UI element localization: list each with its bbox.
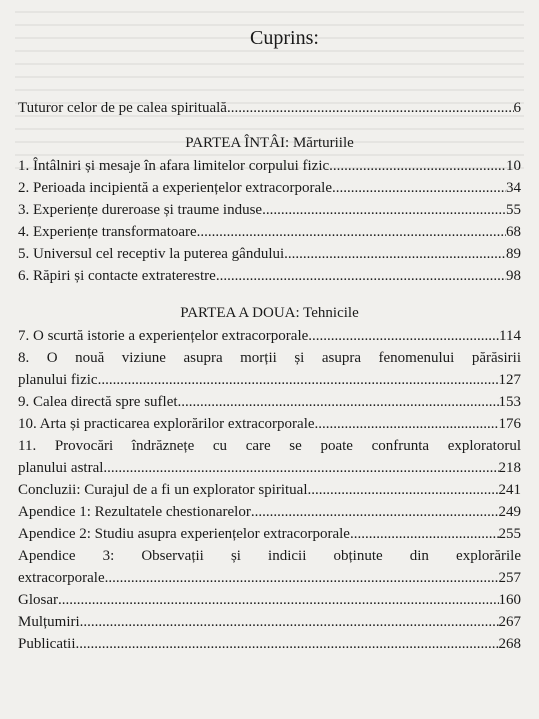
toc-entry-label: Apendice 1: Rezultatele chestionarelor bbox=[18, 504, 251, 520]
toc-entry-acknowledgements bbox=[18, 611, 521, 633]
toc-entry bbox=[18, 221, 521, 243]
toc-entry-multiline bbox=[18, 435, 521, 479]
toc-entry bbox=[18, 155, 521, 177]
toc-entry-label-line1: 8. O nouă viziune asupra morții și asupra fenomenului părăsirii bbox=[18, 350, 521, 366]
toc-entry bbox=[18, 413, 521, 435]
toc-entry-page: 127 bbox=[498, 372, 521, 388]
page-title: Cuprins: bbox=[250, 27, 319, 49]
dot-leader bbox=[197, 221, 506, 243]
dot-leader bbox=[105, 567, 499, 589]
toc-entry-label: 1. Întâlniri și mesaje în afara limitelor corpului fizic bbox=[18, 158, 330, 174]
toc-entry-page: 218 bbox=[498, 460, 521, 476]
toc-entry-page: 255 bbox=[498, 526, 521, 542]
toc-entry-continuation bbox=[18, 567, 521, 589]
part-two-heading: PARTEA A DOUA: Tehnicile bbox=[180, 305, 359, 321]
toc-entry-page: 114 bbox=[499, 328, 521, 344]
toc-entry-label: Apendice 2: Studiu asupra experiențelor extracorporale bbox=[18, 526, 350, 542]
toc-entry-label-line2: planului astral bbox=[18, 460, 104, 476]
toc-entry-label: Mulțumiri bbox=[18, 614, 80, 630]
toc-entry bbox=[18, 391, 521, 413]
toc-entry-appendix-multiline bbox=[18, 545, 521, 589]
toc-entry-dedication bbox=[18, 97, 521, 119]
toc-entry-page: 268 bbox=[498, 636, 521, 652]
toc-entry-page: 34 bbox=[506, 180, 521, 196]
dot-leader bbox=[251, 501, 499, 523]
toc-entry-continuation bbox=[18, 457, 521, 479]
toc-entry-label: 6. Răpiri și contacte extraterestre bbox=[18, 268, 216, 284]
toc-entry-page: 68 bbox=[506, 224, 521, 240]
dot-leader bbox=[103, 457, 498, 479]
toc-entry-appendix bbox=[18, 523, 521, 545]
toc-entry-page: 176 bbox=[498, 416, 521, 432]
dot-leader bbox=[329, 155, 506, 177]
toc-entry-label: 4. Experiențe transformatoare bbox=[18, 224, 197, 240]
dot-leader bbox=[308, 479, 499, 501]
toc-entry bbox=[18, 265, 521, 287]
toc-entry-publications bbox=[18, 633, 521, 655]
toc-entry-label: 7. O scurtă istorie a experiențelor extracorporale bbox=[18, 328, 309, 344]
toc-entry bbox=[18, 325, 521, 347]
toc-entry bbox=[18, 177, 521, 199]
dot-leader bbox=[332, 177, 506, 199]
toc-entry-page: 160 bbox=[498, 592, 521, 608]
dot-leader bbox=[98, 369, 499, 391]
toc-entry-label: Concluzii: Curajul de a fi un explorator spiritual bbox=[18, 482, 308, 498]
dot-leader bbox=[80, 611, 499, 633]
toc-entry-page: 249 bbox=[498, 504, 521, 520]
part-one-heading: PARTEA ÎNTÂI: Mărturiile bbox=[185, 135, 354, 151]
toc-entry-label: 3. Experiențe dureroase și traume induse bbox=[18, 202, 263, 218]
toc-entry-label-line2: extracorporale bbox=[18, 570, 105, 586]
toc-entry-page: 10 bbox=[506, 158, 521, 174]
toc-entry-label: 5. Universul cel receptiv la puterea gândului bbox=[18, 246, 285, 262]
dot-leader bbox=[216, 265, 506, 287]
dot-leader bbox=[227, 97, 514, 119]
toc-entry-label: 2. Perioada incipientă a experiențelor extracorporale bbox=[18, 180, 333, 196]
dot-leader bbox=[76, 633, 499, 655]
dot-leader bbox=[178, 391, 499, 413]
toc-entry-label-line2: planului fizic bbox=[18, 372, 98, 388]
toc-entry-page: 6 bbox=[513, 100, 521, 116]
toc-entry-page: 241 bbox=[498, 482, 521, 498]
toc-entry-page: 257 bbox=[498, 570, 521, 586]
dot-leader bbox=[308, 325, 499, 347]
toc-entry-glossary bbox=[18, 589, 521, 611]
dot-leader bbox=[262, 199, 506, 221]
dot-leader bbox=[58, 589, 499, 611]
toc-entry-label-line1: 11. Provocări îndrăznețe cu care se poate confrunta exploratorul bbox=[18, 438, 521, 454]
toc-entry-multiline bbox=[18, 347, 521, 391]
toc-entry bbox=[18, 243, 521, 265]
toc-entry-label: 9. Calea directă spre suflet bbox=[18, 394, 178, 410]
toc-entry-page: 98 bbox=[506, 268, 521, 284]
dot-leader bbox=[350, 523, 499, 545]
toc-entry-page: 89 bbox=[506, 246, 521, 262]
toc-entry-page: 153 bbox=[498, 394, 521, 410]
toc-entry-label: Tuturor celor de pe calea spirituală bbox=[18, 100, 227, 116]
toc-entry-page: 55 bbox=[506, 202, 521, 218]
dot-leader bbox=[315, 413, 499, 435]
toc-entry bbox=[18, 199, 521, 221]
toc-entry-conclusions bbox=[18, 479, 521, 501]
toc-entry-continuation bbox=[18, 369, 521, 391]
dot-leader bbox=[284, 243, 506, 265]
toc-entry-appendix bbox=[18, 501, 521, 523]
toc-entry-label-line1: Apendice 3: Observații și indicii obținute din explorările bbox=[18, 548, 521, 564]
toc-entry-label: Publicatii bbox=[18, 636, 76, 652]
toc-entry-label: 10. Arta și practicarea explorărilor extracorporale bbox=[18, 416, 315, 432]
toc-entry-page: 267 bbox=[498, 614, 521, 630]
toc-entry-label: Glosar bbox=[18, 592, 58, 608]
